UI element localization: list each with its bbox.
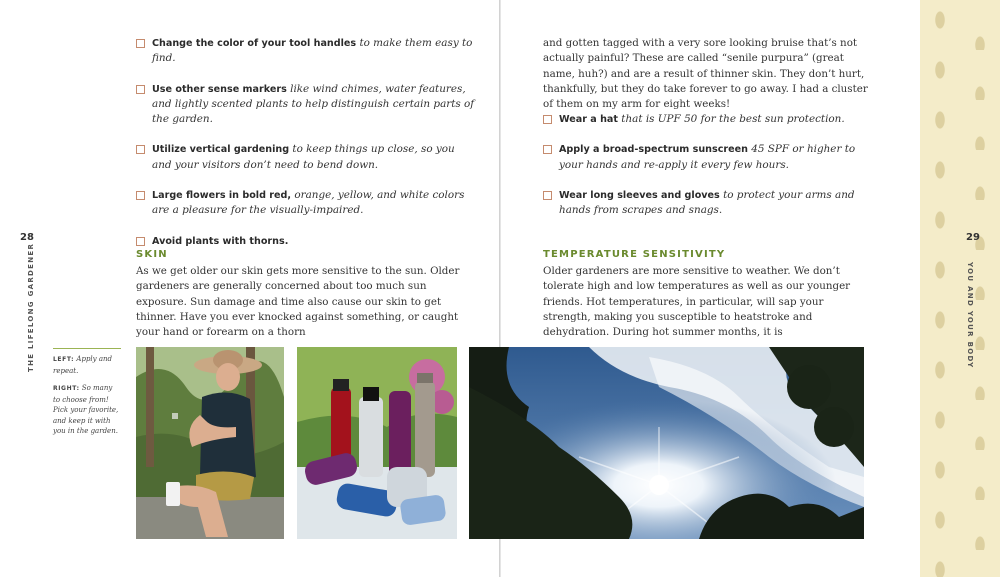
running-head-left: THE LIFELONG GARDENER	[27, 242, 35, 372]
caption-label: RIGHT:	[53, 385, 80, 392]
caption-text: Apply and repeat.	[53, 355, 113, 375]
caption-label: LEFT:	[53, 356, 75, 363]
item-lead: Use other sense markers	[152, 83, 287, 95]
item-lead: Change the color of your tool handles	[152, 38, 357, 49]
item-text: to protect your arms and hands from scrapes and snags.	[559, 188, 855, 217]
photo-sun-through-trees	[469, 347, 864, 539]
item-text: to make them easy to find.	[152, 37, 473, 65]
right-checklist	[543, 112, 868, 233]
item-text: 45 SPF or higher to your hands and re-apply it every few hours.	[559, 143, 856, 171]
photo-caption	[53, 348, 121, 444]
checklist-item	[136, 142, 476, 173]
skin-body-text: As we get older our skin gets more sensitive to the sun. Older gardeners are generally concerned about too much sun exposure. Sun damage and time also cause our skin to get thinner. Have you ever knocked against something, or caught your hand or forearm on a thorn	[136, 265, 460, 339]
item-lead: Wear long sleeves and gloves	[559, 189, 720, 201]
photo-woman-applying-sunscreen	[136, 347, 284, 539]
checkbox-icon	[543, 115, 552, 124]
section-heading-skin: SKIN	[136, 249, 168, 260]
checklist-item	[136, 188, 476, 219]
caption-text: So many to choose from! Pick your favorite, and keep it with you in the garden.	[53, 384, 119, 435]
checkbox-icon	[136, 191, 145, 200]
item-lead: Avoid plants with thorns.	[152, 235, 289, 247]
checkbox-icon	[136, 39, 145, 48]
item-lead: Utilize vertical gardening	[152, 144, 290, 156]
temperature-body-text: Older gardeners are more sensitive to weather. We don’t tolerate high and low temperatures as well as our younger friends. Hot temperatures, in particular, will sap your strength, making you susceptible to heatstroke and dehydration. During hot summer months, it is	[543, 265, 851, 339]
checkbox-icon	[136, 145, 145, 154]
running-head-right: YOU AND YOUR BODY	[966, 262, 974, 369]
checklist-item	[543, 112, 868, 127]
checklist-item	[543, 188, 868, 219]
checklist-item	[543, 142, 868, 173]
checkbox-icon	[543, 145, 552, 154]
continuation-text: and gotten tagged with a very sore looking bruise that’s not actually painful? These are called “senile purpura” (great name, huh?) and are a result of thinner skin. They don’t hurt, thankfully, but they do take forever to go away. I had a cluster of them on my arm for eight weeks!	[543, 37, 868, 111]
item-lead: Wear a hat	[559, 114, 618, 125]
item-lead: Apply a broad-spectrum sunscreen	[559, 144, 748, 156]
decorative-leaf-border	[920, 0, 1000, 577]
left-checklist	[136, 36, 476, 264]
item-text: like wind chimes, water features, and lightly scented plants to help distinguish certain parts of the garden.	[152, 82, 475, 126]
checklist-item	[136, 36, 476, 67]
checkbox-icon	[543, 191, 552, 200]
checklist-item	[136, 234, 476, 249]
item-text: to keep things up close, so you and your visitors don’t need to bend down.	[152, 143, 455, 171]
photo-water-bottles	[297, 347, 457, 539]
caption-right	[53, 383, 121, 437]
checklist-item	[136, 82, 476, 128]
page-number-right: 29	[966, 232, 980, 243]
item-text: orange, yellow, and white colors are a pleasure for the visually-impaired.	[152, 189, 465, 217]
section-heading-temperature: TEMPERATURE SENSITIVITY	[543, 249, 726, 260]
checkbox-icon	[136, 237, 145, 246]
caption-left	[53, 354, 121, 376]
item-lead: Large flowers in bold red,	[152, 190, 292, 202]
checkbox-icon	[136, 85, 145, 94]
item-text: that is UPF 50 for the best sun protection.	[618, 113, 845, 125]
page-number-left: 28	[20, 232, 34, 243]
